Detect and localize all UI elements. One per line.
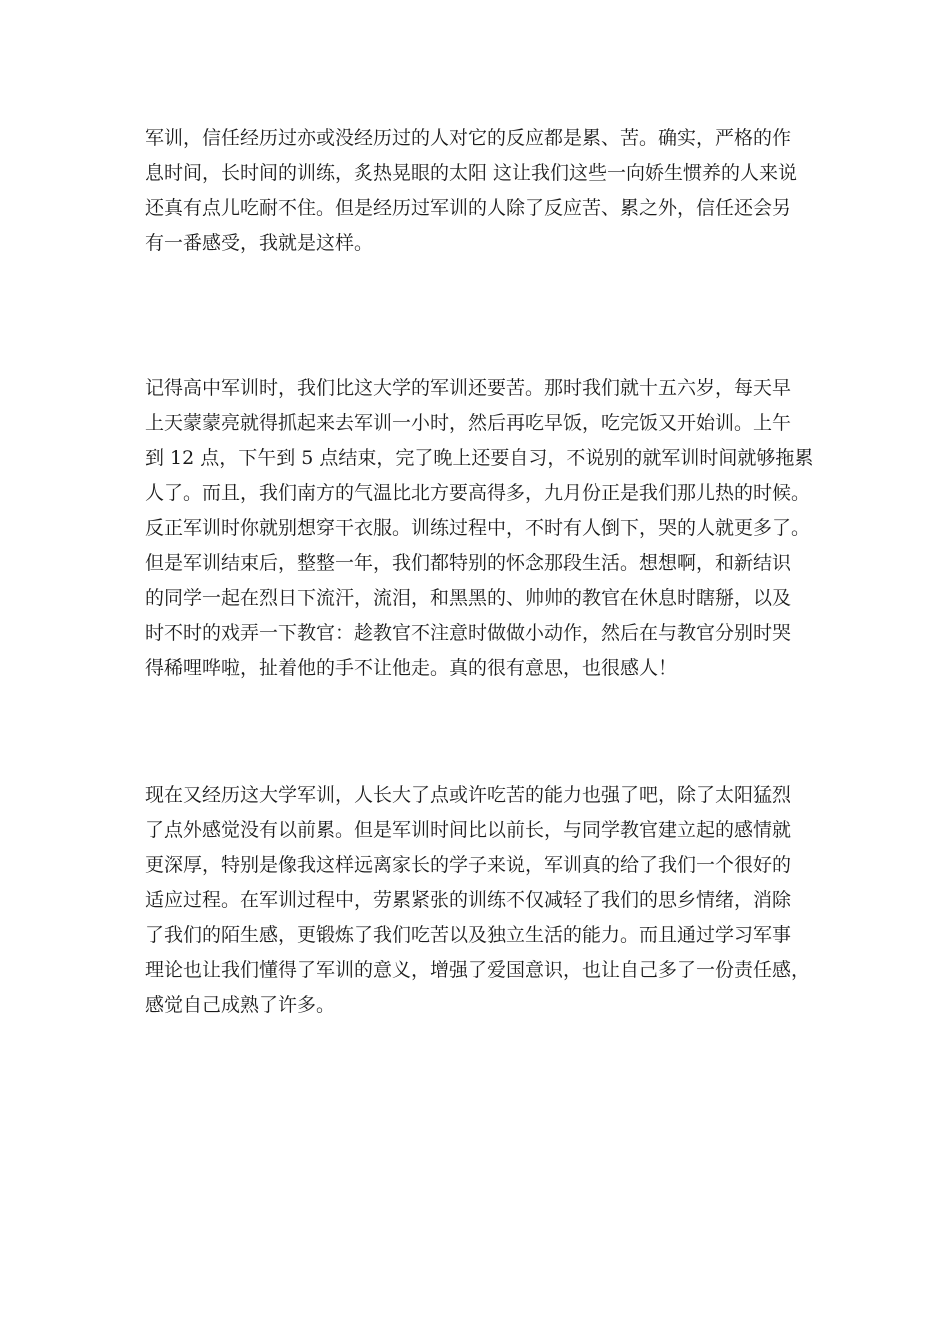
text-line: 适应过程。在军训过程中，劳累紧张的训练不仅减轻了我们的思乡情绪，消除: [145, 889, 792, 911]
text-line: 上天蒙蒙亮就得抓起来去军训一小时，然后再吃早饭，吃完饭又开始训。上午: [145, 412, 792, 434]
text-line: 时不时的戏弄一下教官：趁教官不注意时做做小动作，然后在与教官分别时哭: [145, 622, 792, 644]
text-line: 反正军训时你就别想穿干衣服。训练过程中，不时有人倒下，哭的人就更多了。: [145, 517, 811, 539]
text-line: 了我们的陌生感，更锻炼了我们吃苦以及独立生活的能力。而且通过学习军事: [145, 924, 792, 946]
paragraph-1: [145, 121, 811, 261]
text-line: 的同学一起在烈日下流汗，流泪，和黑黑的、帅帅的教官在休息时瞎掰，以及: [145, 587, 792, 609]
text-line: 但是军训结束后，整整一年，我们都特别的怀念那段生活。想想啊，和新结识: [145, 552, 792, 574]
text-line: 现在又经历这大学军训，人长大了点或许吃苦的能力也强了吧，除了太阳猛烈: [145, 784, 792, 806]
paragraph-2: [145, 371, 814, 686]
text-line: 更深厚，特别是像我这样远离家长的学子来说，军训真的给了我们一个很好的: [145, 854, 792, 876]
text-line: 军训，信任经历过亦或没经历过的人对它的反应都是累、苦。确实，严格的作: [145, 127, 792, 149]
text-line: 感觉自己成熟了许多。: [145, 994, 336, 1016]
text-line: 到 12 点，下午到 5 点结束，完了晚上还要自习，不说别的就军训时间就够拖累: [145, 447, 814, 469]
text-line: 了点外感觉没有以前累。但是军训时间比以前长，与同学教官建立起的感情就: [145, 819, 792, 841]
paragraph-3: [145, 778, 811, 1023]
text-line: 人了。而且，我们南方的气温比北方要高得多，九月份正是我们那儿热的时候。: [145, 482, 811, 504]
text-line: 有一番感受，我就是这样。: [145, 232, 374, 254]
text-line: 还真有点儿吃耐不住。但是经历过军训的人除了反应苦、累之外，信任还会另: [145, 197, 792, 219]
text-line: 记得高中军训时，我们比这大学的军训还要苦。那时我们就十五六岁，每天早: [145, 377, 792, 399]
text-line: 理论也让我们懂得了军训的意义，增强了爱国意识，也让自己多了一份责任感，: [145, 959, 811, 981]
text-line: 息时间，长时间的训练，炙热晃眼的太阳 这让我们这些一向娇生惯养的人来说: [145, 162, 798, 184]
text-line: 得稀哩哗啦，扯着他的手不让他走。真的很有意思，也很感人！: [145, 657, 678, 679]
